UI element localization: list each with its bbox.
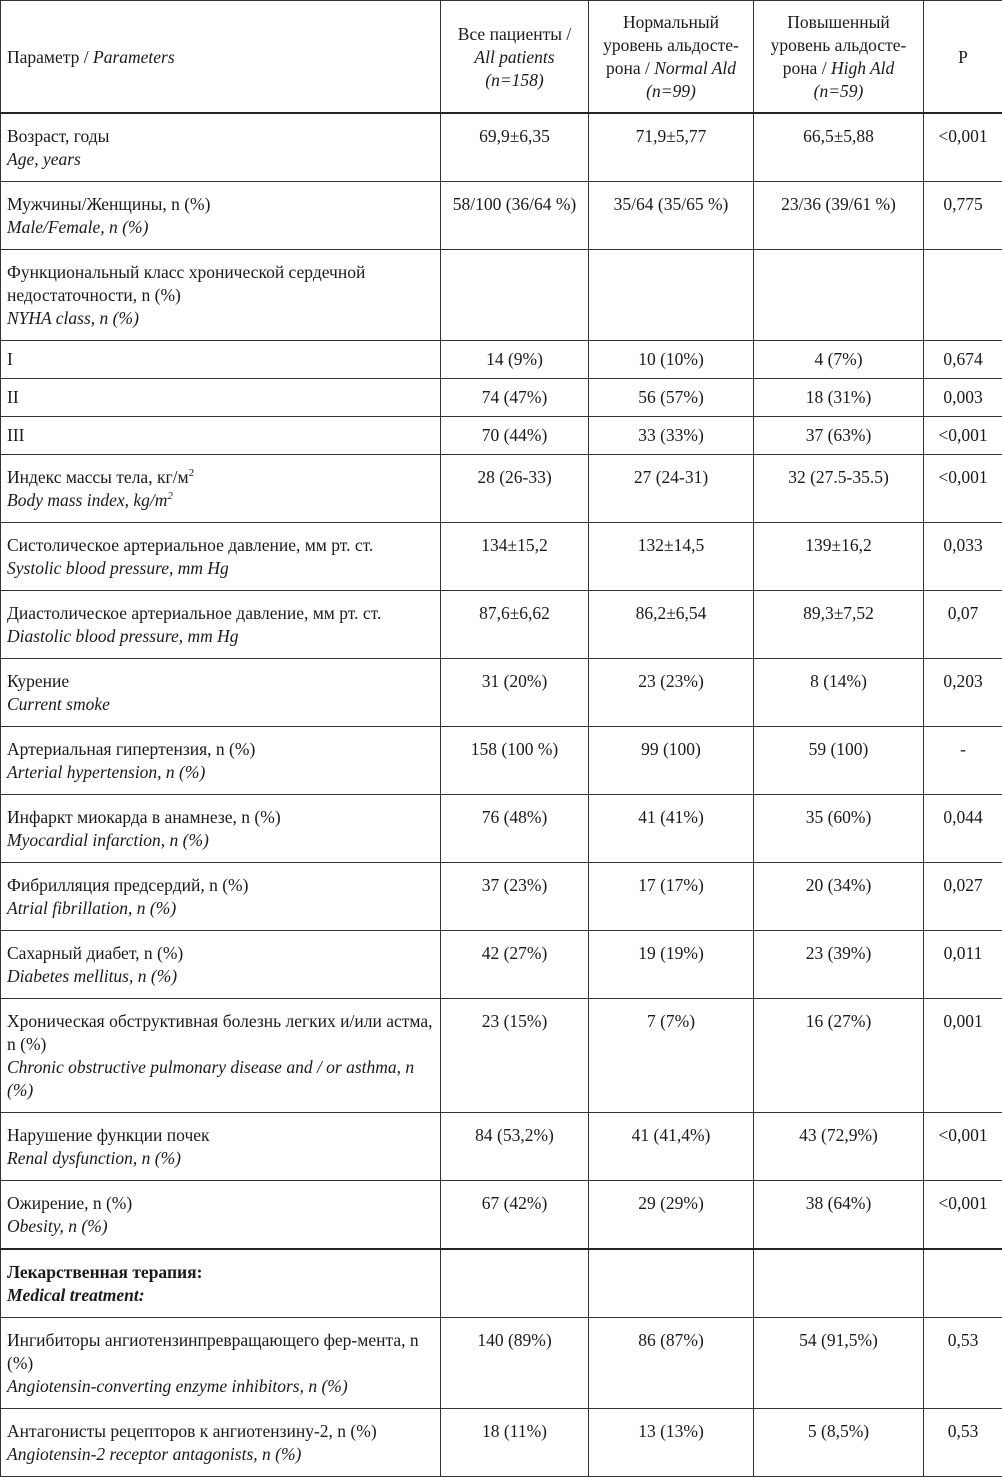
table-row-hypertension	[1, 727, 1002, 795]
param-cell: I	[1, 341, 441, 379]
all-cell: 140 (89%)	[441, 1318, 589, 1409]
table-row-medical-treatment	[1, 1249, 1002, 1318]
table-row-sex	[1, 182, 1002, 250]
table-row-sbp	[1, 523, 1002, 591]
normal-cell: 23 (23%)	[589, 659, 754, 727]
high-cell: 66,5±5,88	[754, 113, 924, 182]
normal-cell	[589, 250, 754, 341]
p-cell: 0,53	[924, 1409, 1002, 1477]
param-cell: II	[1, 379, 441, 417]
param-cell: Индекс массы тела, $кг/м^2$ Body mass index, $kg/m^2$	[1, 455, 441, 523]
normal-cell: 19 (19%)	[589, 931, 754, 999]
table-row-af	[1, 863, 1002, 931]
normal-cell: 41 (41%)	[589, 795, 754, 863]
normal-cell: 71,9±5,77	[589, 113, 754, 182]
param-cell: Мужчины/Женщины, n (%) Male/Female, n (%)	[1, 182, 441, 250]
table-header-row	[1, 1, 1002, 114]
high-cell: 139±16,2	[754, 523, 924, 591]
param-cell: Нарушение функции почек Renal dysfunction, n (%)	[1, 1113, 441, 1181]
header-parameters: Параметр / Parameters	[1, 1, 441, 114]
all-cell	[441, 250, 589, 341]
p-cell: 0,674	[924, 341, 1002, 379]
high-cell: 37 (63%)	[754, 417, 924, 455]
param-cell: Возраст, годы Age, years	[1, 113, 441, 182]
all-cell: 134±15,2	[441, 523, 589, 591]
all-cell: 18 (11%)	[441, 1409, 589, 1477]
table-row-nyha-ii	[1, 379, 1002, 417]
header-high-ald: Повышенный уровень альдосте-рона / High Ald (n=59)	[754, 1, 924, 114]
p-cell: 0,033	[924, 523, 1002, 591]
normal-cell: 99 (100)	[589, 727, 754, 795]
high-cell: 54 (91,5%)	[754, 1318, 924, 1409]
p-cell: 0,53	[924, 1318, 1002, 1409]
p-cell: 0,044	[924, 795, 1002, 863]
table-row-bmi	[1, 455, 1002, 523]
p-cell: 0,001	[924, 999, 1002, 1113]
p-cell: 0,203	[924, 659, 1002, 727]
high-cell	[754, 1249, 924, 1318]
header-normal-ald: Нормальный уровень альдосте-рона / Normal Ald (n=99)	[589, 1, 754, 114]
normal-cell: 33 (33%)	[589, 417, 754, 455]
param-cell: Сахарный диабет, n (%) Diabetes mellitus, n (%)	[1, 931, 441, 999]
header-all-patients: Все пациенты / All patients (n=158)	[441, 1, 589, 114]
all-cell: 28 (26-33)	[441, 455, 589, 523]
p-cell: 0,07	[924, 591, 1002, 659]
high-cell: 8 (14%)	[754, 659, 924, 727]
param-cell: Ингибиторы ангиотензинпревращающего фер-мента, n (%) Angiotensin-converting enzyme inhibitors, n (%)	[1, 1318, 441, 1409]
param-cell: Функциональный класс хронической сердечной недостаточности, n (%) NYHA class, n (%)	[1, 250, 441, 341]
high-cell	[754, 250, 924, 341]
param-cell: Инфаркт миокарда в анамнезе, n (%) Myocardial infarction, n (%)	[1, 795, 441, 863]
param-cell: Ожирение, n (%) Obesity, n (%)	[1, 1181, 441, 1250]
normal-cell: 86 (87%)	[589, 1318, 754, 1409]
high-cell: 43 (72,9%)	[754, 1113, 924, 1181]
table-row-nyha-iii	[1, 417, 1002, 455]
table-row-diabetes	[1, 931, 1002, 999]
table-row-renal	[1, 1113, 1002, 1181]
header-p-value: P	[924, 1, 1002, 114]
param-cell: Хроническая обструктивная болезнь легких и/или астма, n (%) Chronic obstructive pulmonary disease and / or asthma, n (%)	[1, 999, 441, 1113]
high-cell: 20 (34%)	[754, 863, 924, 931]
high-cell: 23/36 (39/61 %)	[754, 182, 924, 250]
normal-cell: 35/64 (35/65 %)	[589, 182, 754, 250]
normal-cell: 56 (57%)	[589, 379, 754, 417]
param-cell: Антагонисты рецепторов к ангиотензину-2, n (%) Angiotensin-2 receptor antagonists, n (%)	[1, 1409, 441, 1477]
all-cell: 158 (100 %)	[441, 727, 589, 795]
normal-cell: 27 (24-31)	[589, 455, 754, 523]
normal-cell: 13 (13%)	[589, 1409, 754, 1477]
normal-cell: 86,2±6,54	[589, 591, 754, 659]
table-row-copd	[1, 999, 1002, 1113]
high-cell: 4 (7%)	[754, 341, 924, 379]
high-cell: 18 (31%)	[754, 379, 924, 417]
p-cell: <0,001	[924, 417, 1002, 455]
param-cell: Артериальная гипертензия, n (%) Arterial hypertension, n (%)	[1, 727, 441, 795]
all-cell	[441, 1249, 589, 1318]
table-row-nyha-i	[1, 341, 1002, 379]
all-cell: 74 (47%)	[441, 379, 589, 417]
all-cell: 14 (9%)	[441, 341, 589, 379]
table-row-age	[1, 113, 1002, 182]
normal-cell: 29 (29%)	[589, 1181, 754, 1250]
p-cell: <0,001	[924, 113, 1002, 182]
p-cell: 0,011	[924, 931, 1002, 999]
p-cell: 0,003	[924, 379, 1002, 417]
all-cell: 37 (23%)	[441, 863, 589, 931]
all-cell: 31 (20%)	[441, 659, 589, 727]
normal-cell: 10 (10%)	[589, 341, 754, 379]
p-cell: -	[924, 727, 1002, 795]
p-cell: <0,001	[924, 1113, 1002, 1181]
normal-cell	[589, 1249, 754, 1318]
table-row-ace-inhibitors	[1, 1318, 1002, 1409]
param-cell: Систолическое артериальное давление, мм рт. ст. Systolic blood pressure, mm Hg	[1, 523, 441, 591]
p-cell: 0,027	[924, 863, 1002, 931]
p-cell: 0,775	[924, 182, 1002, 250]
param-cell: III	[1, 417, 441, 455]
normal-cell: 7 (7%)	[589, 999, 754, 1113]
high-cell: 32 (27.5-35.5)	[754, 455, 924, 523]
table-row-smoke	[1, 659, 1002, 727]
all-cell: 58/100 (36/64 %)	[441, 182, 589, 250]
p-cell	[924, 250, 1002, 341]
table-row-arb	[1, 1409, 1002, 1477]
high-cell: 89,3±7,52	[754, 591, 924, 659]
high-cell: 35 (60%)	[754, 795, 924, 863]
normal-cell: 132±14,5	[589, 523, 754, 591]
all-cell: 76 (48%)	[441, 795, 589, 863]
high-cell: 59 (100)	[754, 727, 924, 795]
all-cell: 69,9±6,35	[441, 113, 589, 182]
all-cell: 23 (15%)	[441, 999, 589, 1113]
all-cell: 70 (44%)	[441, 417, 589, 455]
high-cell: 16 (27%)	[754, 999, 924, 1113]
table-row-mi	[1, 795, 1002, 863]
param-cell: Диастолическое артериальное давление, мм рт. ст. Diastolic blood pressure, mm Hg	[1, 591, 441, 659]
high-cell: 23 (39%)	[754, 931, 924, 999]
section-heading-cell: Лекарственная терапия: Medical treatment:	[1, 1249, 441, 1318]
param-cell: Фибрилляция предсердий, n (%) Atrial fibrillation, n (%)	[1, 863, 441, 931]
table-row-obesity	[1, 1181, 1002, 1250]
p-cell: <0,001	[924, 1181, 1002, 1250]
param-cell: Курение Current smoke	[1, 659, 441, 727]
normal-cell: 41 (41,4%)	[589, 1113, 754, 1181]
high-cell: 5 (8,5%)	[754, 1409, 924, 1477]
all-cell: 87,6±6,62	[441, 591, 589, 659]
all-cell: 84 (53,2%)	[441, 1113, 589, 1181]
all-cell: 42 (27%)	[441, 931, 589, 999]
p-cell: <0,001	[924, 455, 1002, 523]
all-cell: 67 (42%)	[441, 1181, 589, 1250]
p-cell	[924, 1249, 1002, 1318]
table-row-dbp	[1, 591, 1002, 659]
table-row-nyha	[1, 250, 1002, 341]
normal-cell: 17 (17%)	[589, 863, 754, 931]
high-cell: 38 (64%)	[754, 1181, 924, 1250]
